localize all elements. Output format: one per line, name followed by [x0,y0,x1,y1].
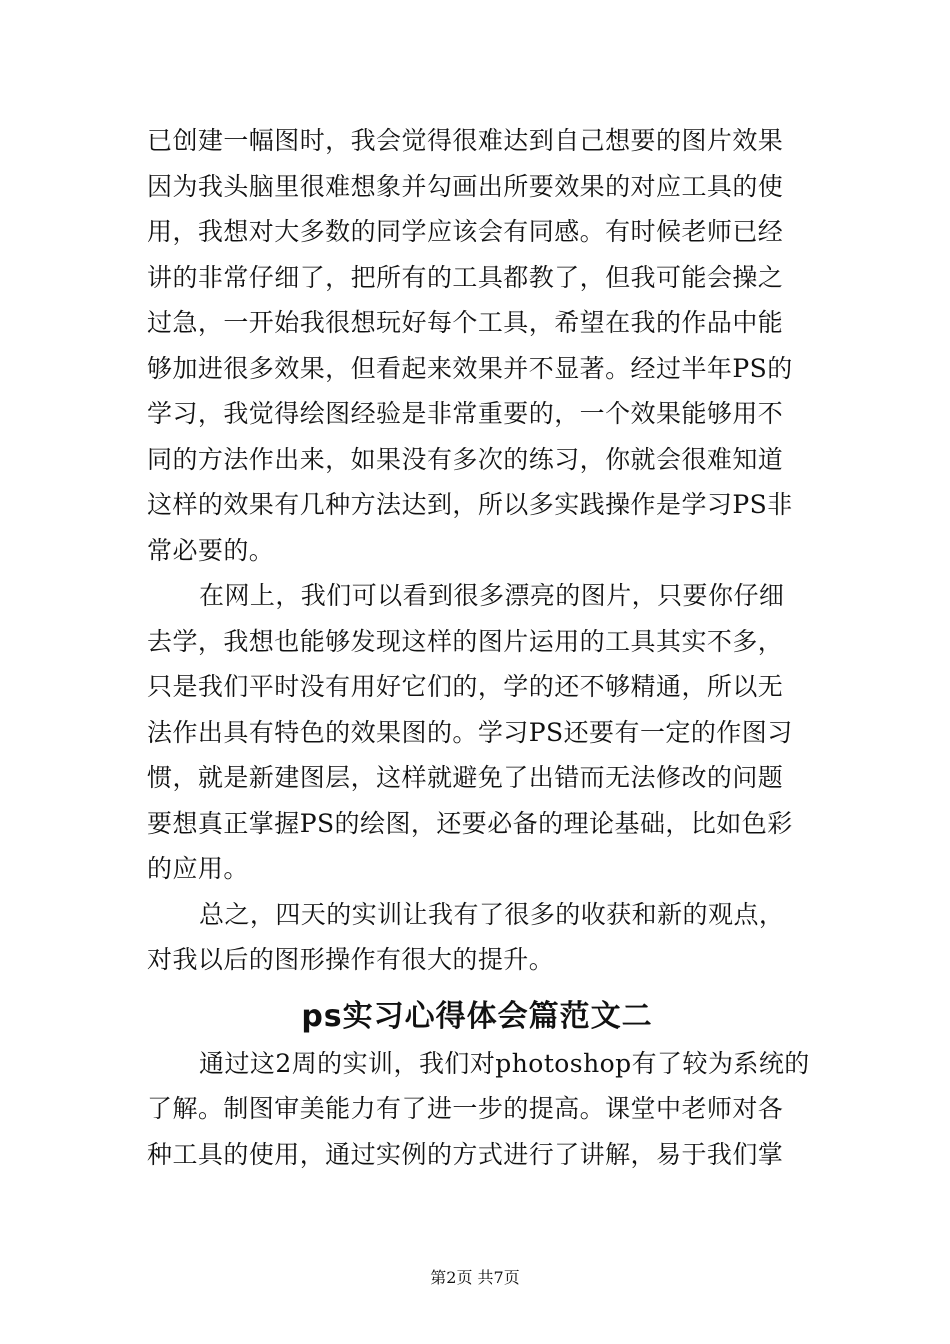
text-line: 惯，就是新建图层，这样就避免了出错而无法修改的问题 [147,763,784,792]
text-line: 讲的非常仔细了，把所有的工具都教了，但我可能会操之 [147,262,784,292]
text-line: 已创建一幅图时，我会觉得很难达到自己想要的图片效果 [147,126,784,155]
text-line: 的应用。 [147,854,249,883]
text-line: 用，我想对大多数的同学应该会有同感。有时候老师已经 [147,217,784,246]
text-line: 过急，一开始我很想玩好每个工具，希望在我的作品中能 [147,308,784,337]
text-line: 了解。制图审美能力有了进一步的提高。课堂中老师对各 [147,1094,784,1123]
text-line: 够加进很多效果，但看起来效果并不显著。经过半年PS的 [147,353,793,383]
text-line: 对我以后的图形操作有很大的提升。 [147,945,555,974]
text-line: 同的方法作出来，如果没有多次的练习，你就会很难知道 [147,444,784,474]
paragraph-3 [147,892,807,983]
paragraph-4 [147,1041,810,1178]
text-line: 种工具的使用，通过实例的方式进行了讲解，易于我们掌 [147,1139,784,1169]
text-line: 要想真正掌握PS的绘图，还要必备的理论基础，比如色彩 [147,808,793,838]
text-line: 只是我们平时没有用好它们的，学的还不够精通，所以无 [147,672,784,701]
document-body [147,118,810,1177]
text-line: 总之，四天的实训让我有了很多的收获和新的观点， [199,899,785,929]
text-line: 常必要的。 [147,535,275,565]
text-line: 去学，我想也能够发现这样的图片运用的工具其实不多， [147,626,784,656]
text-line: 通过这2周的实训，我们对photoshop有了较为系统的 [199,1048,810,1078]
section-heading: ps实习心得体会篇范文二 [301,998,653,1034]
paragraph-2 [147,573,807,892]
text-line: 因为我头脑里很难想象并勾画出所要效果的对应工具的使 [147,171,784,201]
text-line: 在网上，我们可以看到很多漂亮的图片，只要你仔细 [199,581,785,610]
text-line: 法作出具有特色的效果图的。学习PS还要有一定的作图习 [147,717,793,747]
paragraph-1 [147,118,807,573]
page-footer: 第2页 共7页 [430,1268,520,1287]
text-line: 这样的效果有几种方法达到，所以多实践操作是学习PS非 [147,490,793,519]
text-line: 学习，我觉得绘图经验是非常重要的，一个效果能够用不 [147,399,784,428]
